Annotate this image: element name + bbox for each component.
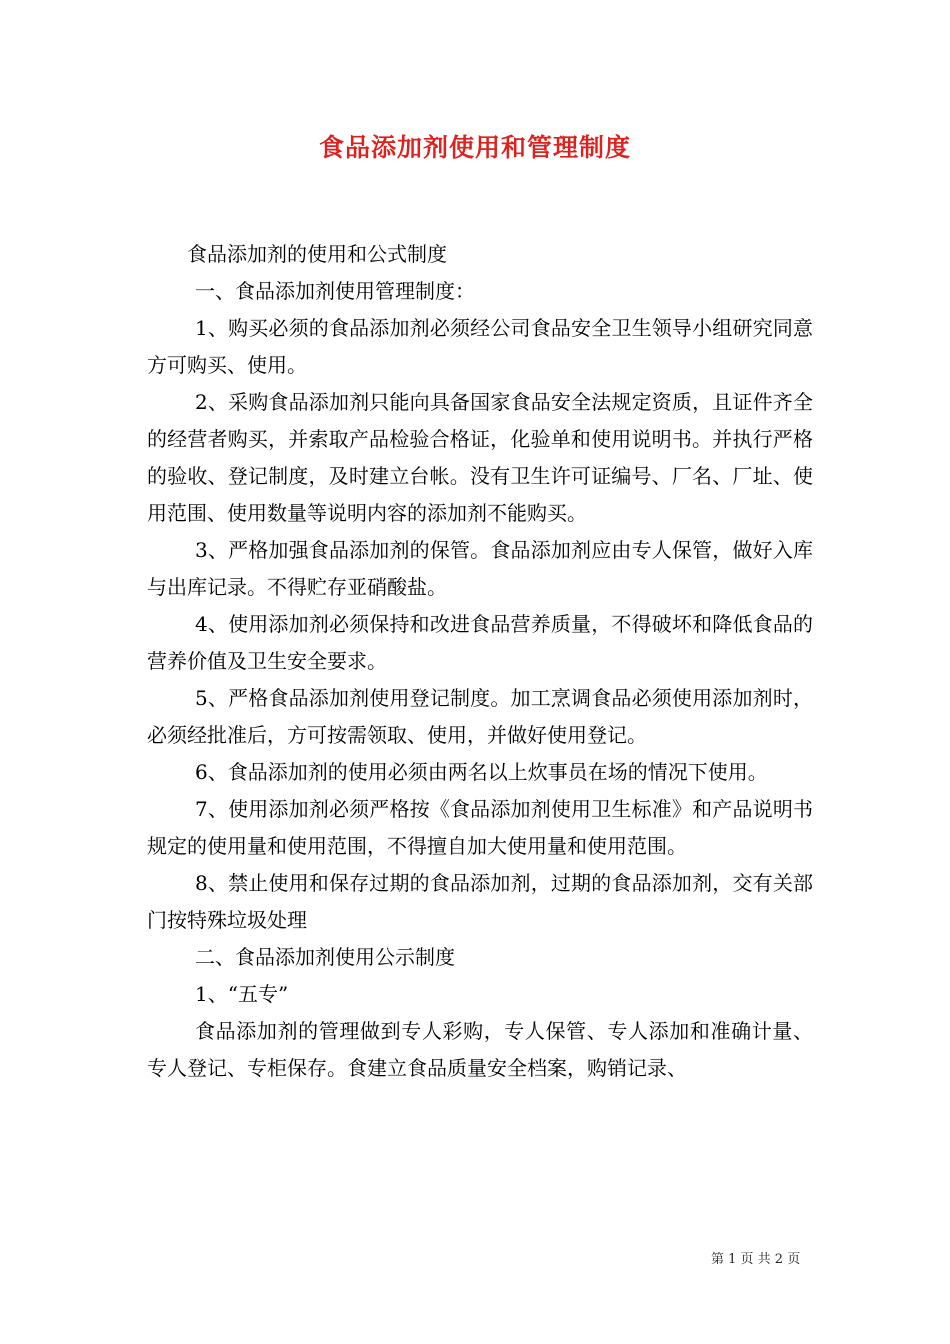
document-title: 食品添加剂使用和管理制度 xyxy=(318,133,631,162)
paragraph: 5、严格食品添加剂使用登记制度。加工烹调食品必须使用添加剂时，必须经批准后，方可按需领取、使用，并做好使用登记。 xyxy=(147,686,813,747)
paragraph: 2、采购食品添加剂只能向具备国家食品安全法规定资质，且证件齐全的经营者购买，并索取产品检验合格证，化验单和使用说明书。并执行严格的验收、登记制度，及时建立台帐。没有卫生许可证编号、厂名、厂址、使用范围、使用数量等说明内容的添加剂不能购买。 xyxy=(147,390,813,525)
paragraph: 食品添加剂的管理做到专人彩购，专人保管、专人添加和准确计量、专人登记、专柜保存。食建立食品质量安全档案，购销记录、 xyxy=(147,1019,813,1080)
page-number: 第 1 页 共 2 页 xyxy=(711,1252,801,1267)
paragraph: 6、食品添加剂的使用必须由两名以上炊事员在场的情况下使用。 xyxy=(195,760,768,784)
paragraph: 8、禁止使用和保存过期的食品添加剂，过期的食品添加剂，交有关部门按特殊垃圾处理 xyxy=(147,871,813,932)
paragraph: 1、购买必须的食品添加剂必须经公司食品安全卫生领导小组研究同意方可购买、使用。 xyxy=(147,316,813,377)
paragraph: 3、严格加强食品添加剂的保管。食品添加剂应由专人保管，做好入库与出库记录。不得贮存亚硝酸盐。 xyxy=(147,538,813,599)
paragraph: 1、“五专” xyxy=(195,982,289,1006)
paragraph: 食品添加剂的使用和公式制度 xyxy=(187,242,447,266)
document-body xyxy=(147,236,813,1087)
section-heading: 二、食品添加剂使用公示制度 xyxy=(195,945,455,969)
section-heading: 一、食品添加剂使用管理制度： xyxy=(195,279,475,303)
paragraph: 4、使用添加剂必须保持和改进食品营养质量，不得破坏和降低食品的营养价值及卫生安全要求。 xyxy=(147,612,813,673)
paragraph: 7、使用添加剂必须严格按《食品添加剂使用卫生标准》和产品说明书规定的使用量和使用范围，不得擅自加大使用量和使用范围。 xyxy=(147,797,813,858)
